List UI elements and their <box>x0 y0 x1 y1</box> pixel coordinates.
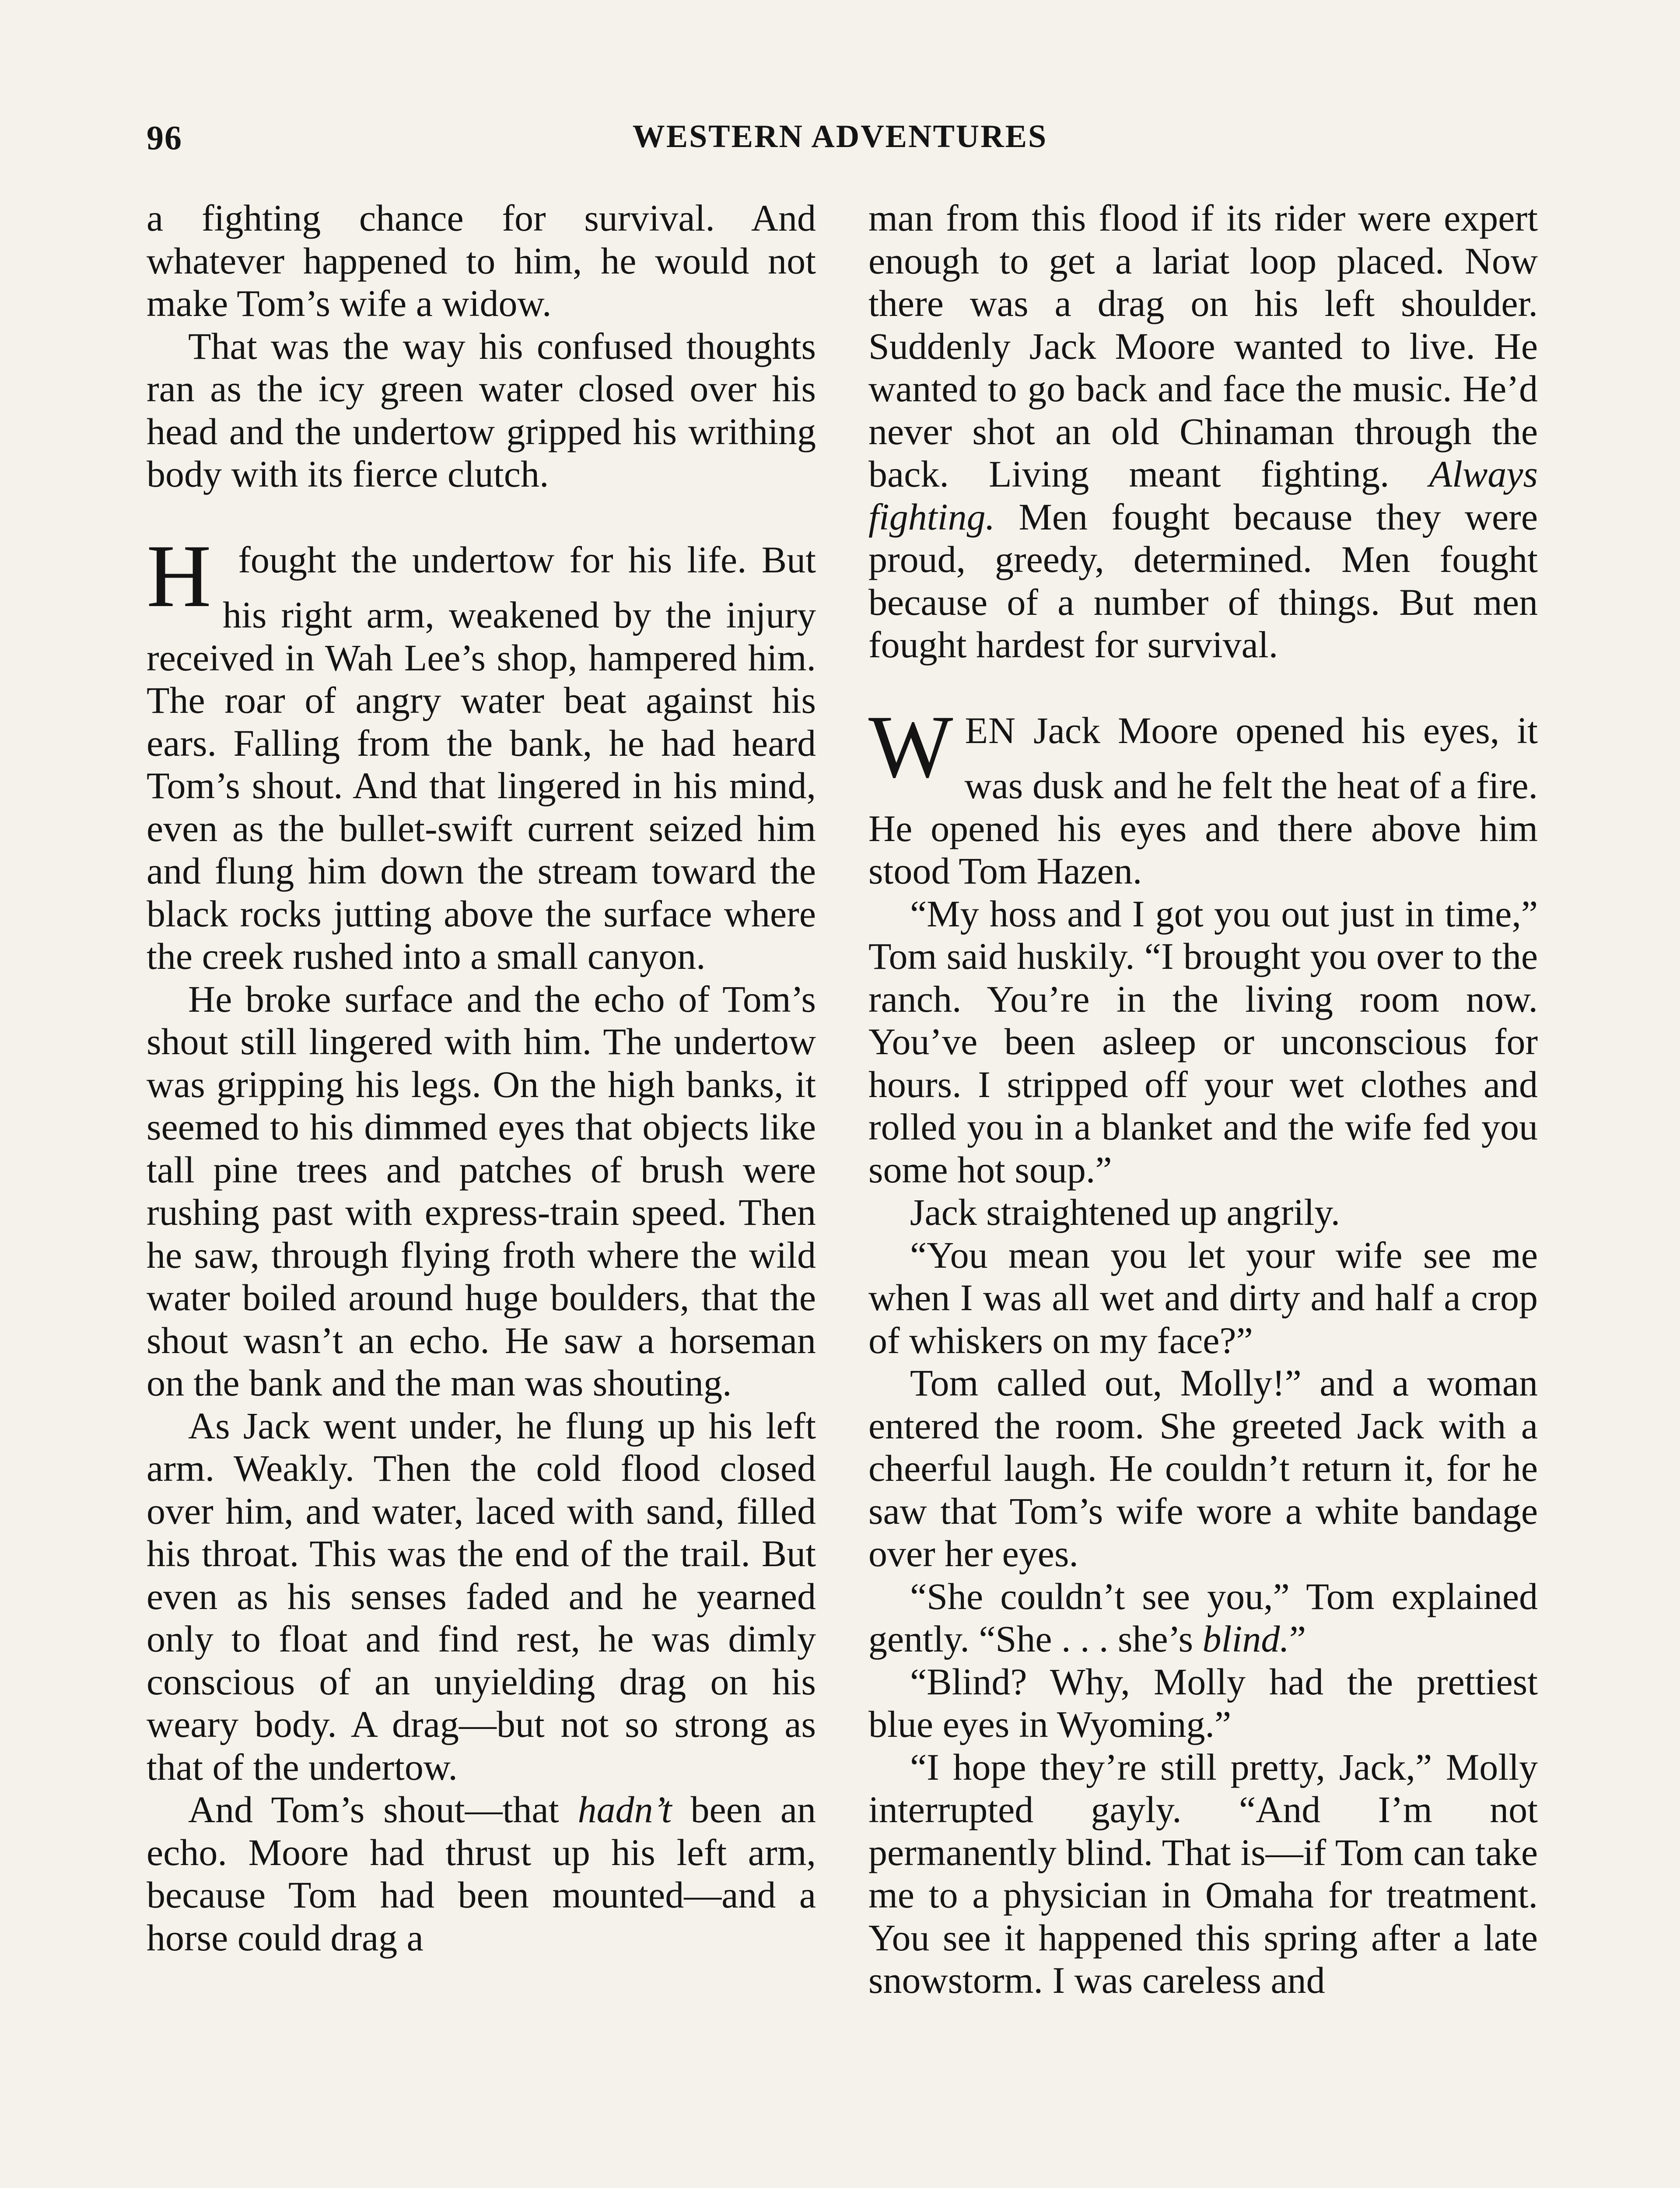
paragraph-text: been an echo. Moore had thrust up his left arm, because Tom had been mounted—and a horse could drag a <box>147 1788 816 1959</box>
paragraph: a fighting chance for survival. And whatever happened to him, he would not make Tom’s wife a widow. <box>147 197 816 324</box>
paragraph: Tom called out, Molly!” and a woman entered the room. She greeted Jack with a cheerful laugh. He couldn’t return it, for he saw that Tom’s wife wore a white bandage over her eyes. <box>868 1362 1538 1574</box>
paragraph: “You mean you let your wife see me when I was all wet and dirty and half a crop of whiskers on my face?” <box>868 1234 1538 1361</box>
page-number: 96 <box>147 119 182 157</box>
paragraph <box>868 1575 1538 1661</box>
right-column <box>868 197 1538 2002</box>
paragraph: Jack straightened up angrily. <box>910 1191 1340 1233</box>
paragraph: As Jack went under, he flung up his left arm. Weakly. Then the cold flood closed over him, and water, laced with sand, filled his throat. This was the end of the trail. But even as his senses faded and he yearned only to float and find rest, he was dimly conscious of an unyielding drag on his weary body. A drag—but not so strong as that of the undertow. <box>147 1404 816 1788</box>
lead-in-caps: HEN <box>965 709 1016 751</box>
paragraph-text: “She couldn’t see you,” Tom explained gently. “She . . . she’s <box>868 1575 1538 1660</box>
paragraph <box>147 1788 816 1959</box>
paragraph-text: Jack Moore opened his eyes, it was dusk and he felt the heat of a fire. He opened his eyes and there above him stood Tom Hazen. <box>868 709 1538 892</box>
running-title: WESTERN ADVENTURES <box>632 119 1048 154</box>
paragraph-text: ” <box>1289 1618 1306 1660</box>
italic-text: Always fighting. <box>868 453 1538 538</box>
italic-text: blind. <box>1202 1618 1289 1660</box>
left-column <box>147 197 816 1959</box>
paragraph: He broke surface and the echo of Tom’s shout still lingered with him. The undertow was gripping his legs. On the high banks, it seemed to his dimmed eyes that objects like tall pine trees and patches of brush were rushing past with express-train speed. Then he saw, through flying froth where the wild water boiled around huge boulders, that the shout wasn’t an echo. He saw a horseman on the bank and the man was shouting. <box>147 978 816 1404</box>
drop-cap: H <box>147 526 212 626</box>
paragraph: “I hope they’re still pretty, Jack,” Molly interrupted gayly. “And I’m not permanently blind. That is—if Tom can take me to a physician in Omaha for treatment. You see it happened this spring after a late snowstorm. I was careless and <box>868 1746 1538 2001</box>
paragraph: That was the way his confused thoughts ran as the icy green water closed over his head and the undertow gripped his writhing body with its fierce clutch. <box>147 325 816 495</box>
page-header <box>147 118 1533 162</box>
drop-cap: W <box>868 697 953 796</box>
paragraph: “My hoss and I got you out just in time,” Tom said huskily. “I brought you over to the ranch. You’re in the living room now. You’ve been asleep or unconscious for hours. I stripped off your wet clothes and rolled you in a blanket and the wife fed you some hot soup.” <box>868 892 1538 1191</box>
paragraph-text: And Tom’s shout—that <box>188 1788 578 1830</box>
paragraph: “Blind? Why, Molly had the prettiest blue eyes in Wyoming.” <box>868 1660 1538 1745</box>
italic-text: hadn’t <box>578 1788 672 1830</box>
paragraph-text: Men fought because they were proud, greedy, determined. Men fought because of a number of things. But men fought hardest for survival. <box>868 495 1538 666</box>
section-opening-paragraph <box>868 697 1538 893</box>
paragraph-text: man from this flood if its rider were expert enough to get a lariat loop placed. Now there was a drag on his left shoulder. Suddenly Jack Moore wanted to live. He wanted to go back and face the music. He’d never shot an old Chinaman through the back. Living meant fighting. <box>868 197 1538 495</box>
paragraph-text: fought the undertow for his life. But his right arm, weakened by the injury received in Wah Lee’s shop, hampered him. The roar of angry water beat against his ears. Falling from the bank, he had heard Tom’s shout. And that lingered in his mind, even as the bullet-swift current seized him and flung him down the stream toward the black rocks jutting above the surface where the creek rushed into a small canyon. <box>147 538 816 977</box>
paragraph <box>868 197 1538 666</box>
section-opening-paragraph <box>147 526 816 978</box>
